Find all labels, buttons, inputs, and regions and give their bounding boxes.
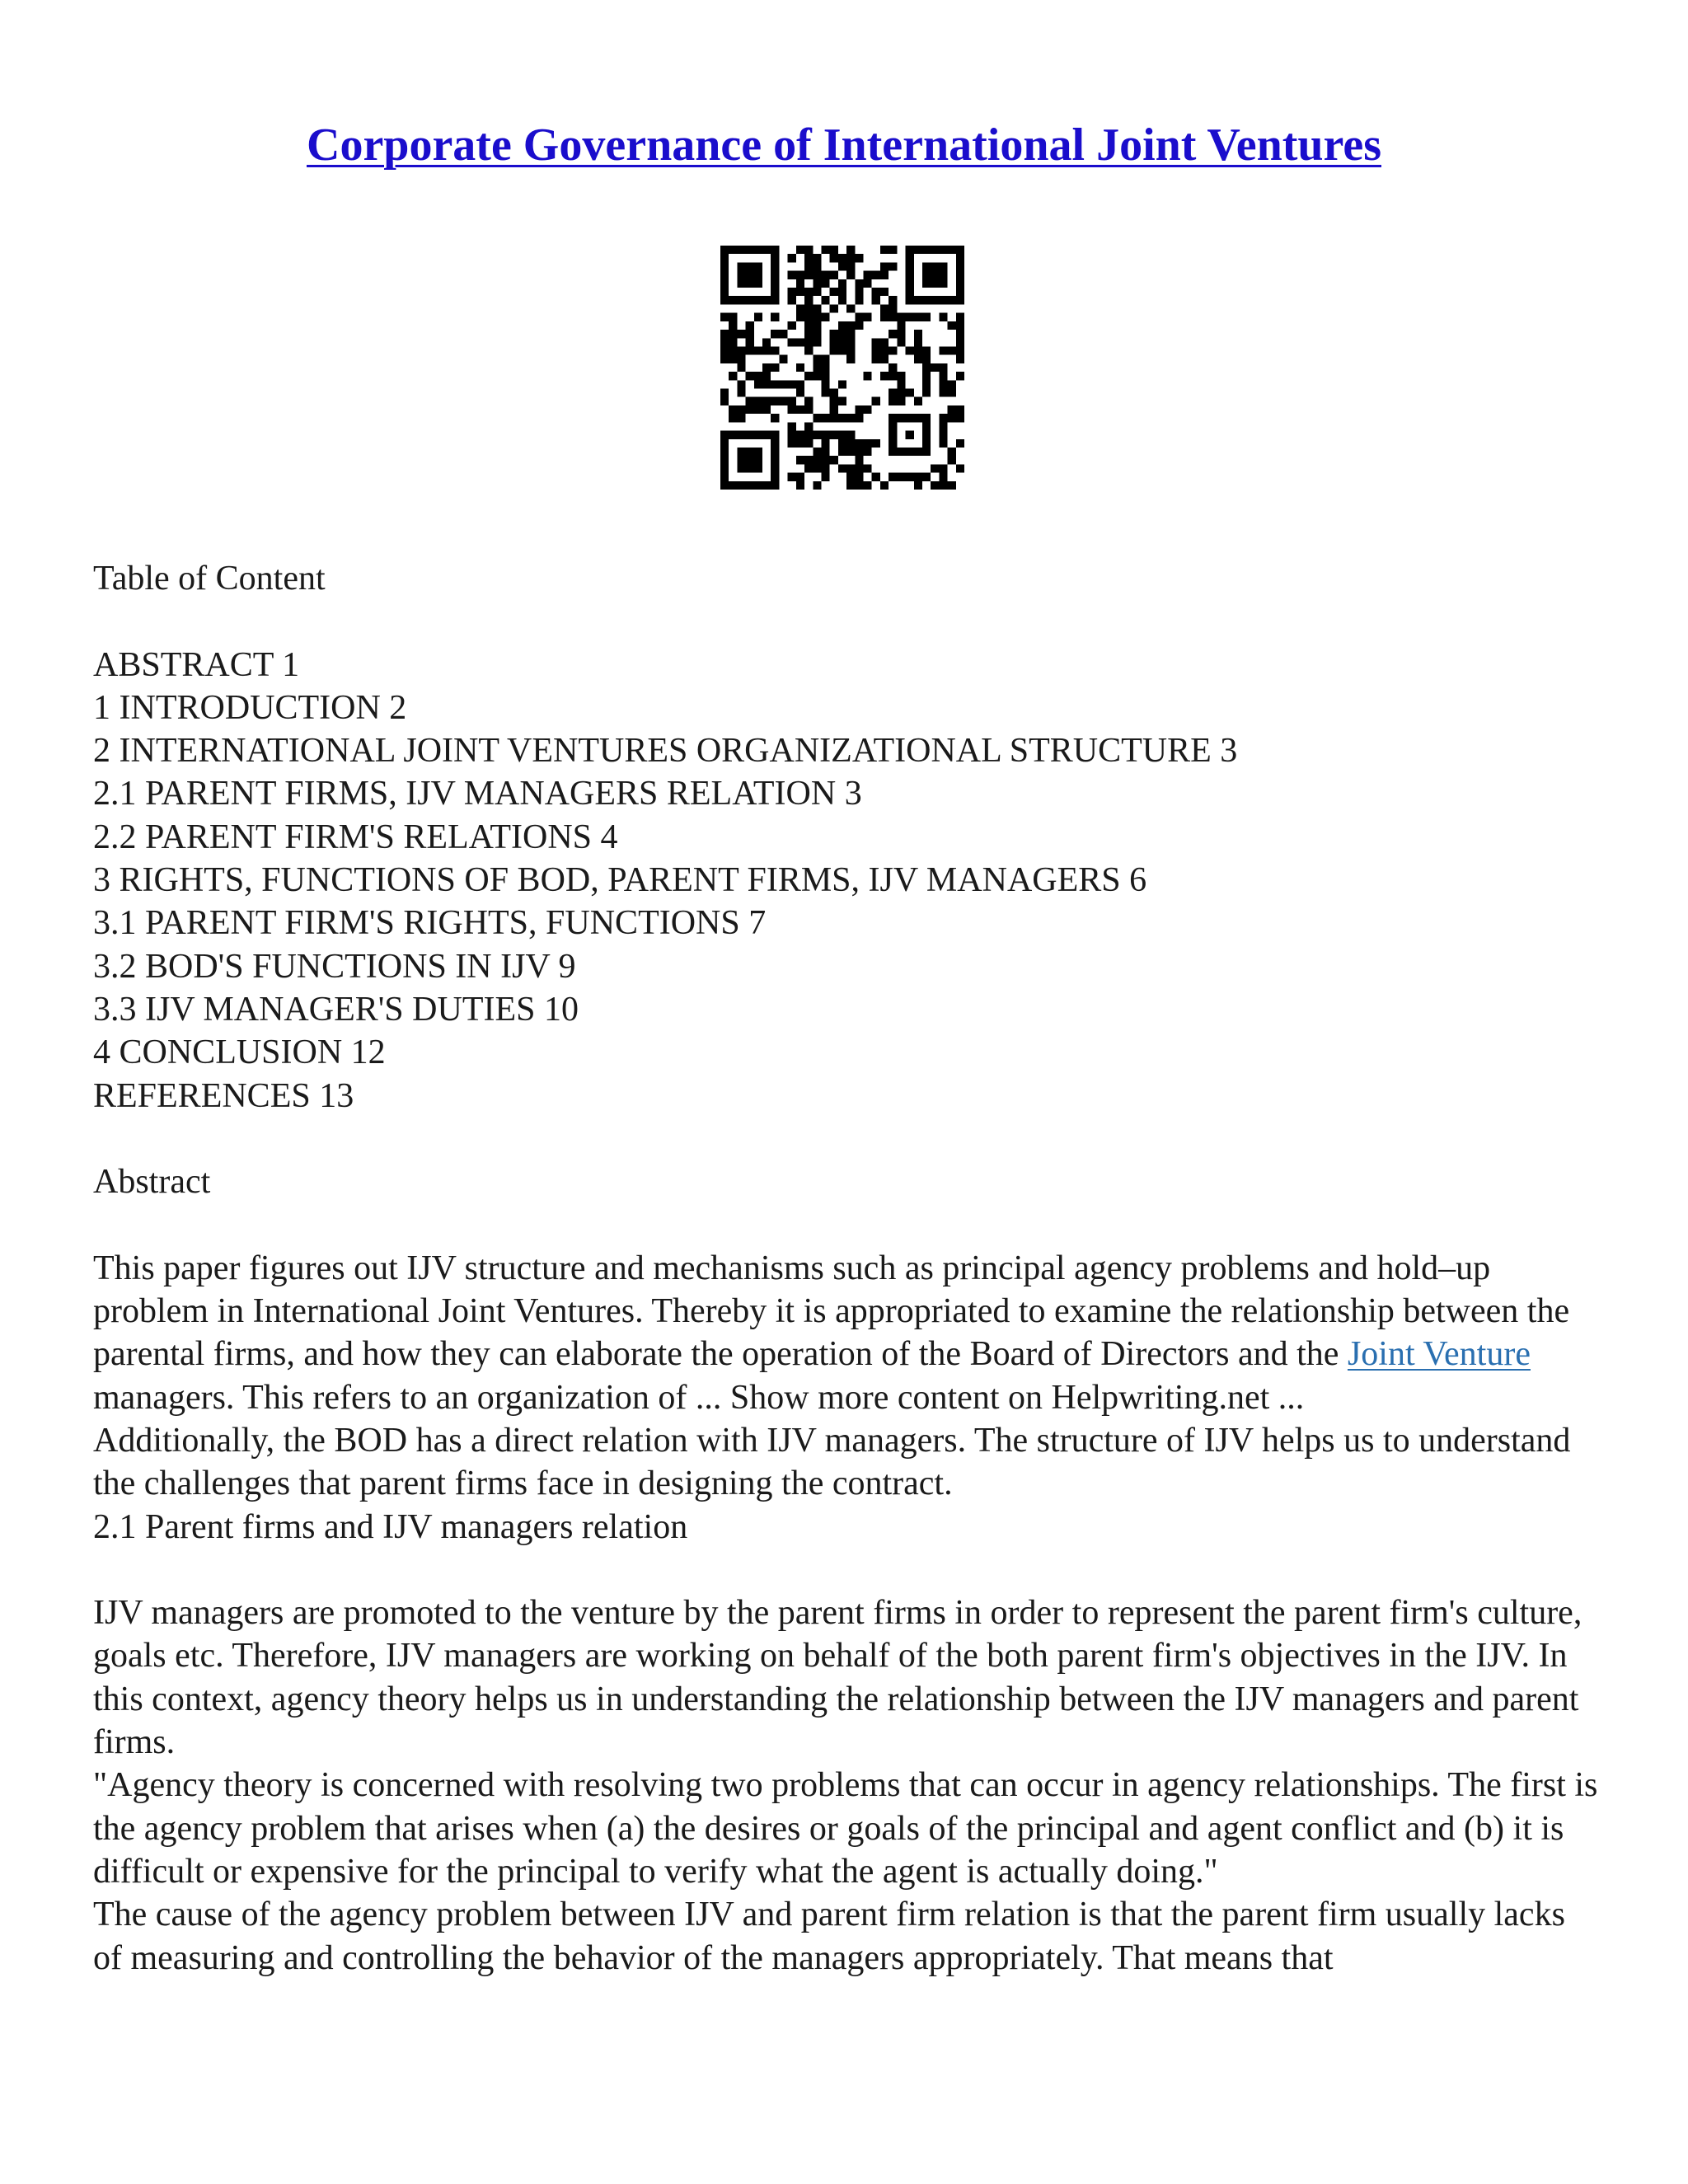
toc-list (93, 644, 1601, 1118)
toc-item: 2.1 PARENT FIRMS, IJV MANAGERS RELATION 3 (93, 775, 862, 813)
ijv-managers-paragraph: IJV managers are promoted to the venture by the parent firms in order to represent the parent firm's culture, goals etc. Therefore, IJV managers are working on behalf of the both parent firm's objectives in the IJV. In this context, agency theory helps us in understanding the relationship between the IJV managers and parent firms. (93, 1594, 1582, 1762)
toc-item: 2.2 PARENT FIRM'S RELATIONS 4 (93, 818, 618, 856)
toc-item: 3.3 IJV MANAGER'S DUTIES 10 (93, 990, 579, 1029)
document-title-link[interactable]: Corporate Governance of International Joint Ventures (307, 120, 1381, 171)
agency-problem-paragraph: The cause of the agency problem between IJV and parent firm relation is that the parent firm usually lacks of measuring and controlling the behavior of the managers appropriately. That means that (93, 1896, 1565, 1977)
joint-venture-link[interactable]: Joint Venture (1347, 1335, 1531, 1374)
agency-theory-quote: "Agency theory is concerned with resolving two problems that can occur in agency relationships. The first is the agency problem that arises when (a) the desires or goals of the principal and agent conflict and (b) it is difficult or expensive for the principal to verify what the agent is actually doing." (93, 1766, 1598, 1891)
document-title (0, 115, 1688, 175)
section-heading: 2.1 Parent firms and IJV managers relation (93, 1507, 688, 1546)
toc-item: 1 INTRODUCTION 2 (93, 688, 407, 727)
abstract-heading: Abstract (93, 1163, 211, 1202)
abstract-paragraph (93, 1247, 1601, 1419)
toc-item: ABSTRACT 1 (93, 645, 300, 684)
toc-item: 3.1 PARENT FIRM'S RIGHTS, FUNCTIONS 7 (93, 904, 767, 943)
toc-item: 2 INTERNATIONAL JOINT VENTURES ORGANIZATIONAL STRUCTURE 3 (93, 732, 1238, 771)
toc-item: REFERENCES 13 (93, 1076, 354, 1115)
abstract-text-start: This paper figures out IJV structure and mechanisms such as principal agency problems and hold–up problem in International Joint Ventures. Thereby it is appropriated to examine the relationship between the parental firms, and how they can elaborate the operation of the Board of Directors and the (93, 1249, 1570, 1374)
abstract-text-end: managers. This refers to an organization of ... Show more content on Helpwriting.net ... (93, 1378, 1305, 1417)
qr-code-image (720, 246, 964, 490)
toc-heading: Table of Content (93, 560, 326, 598)
bod-paragraph: Additionally, the BOD has a direct relation with IJV managers. The structure of IJV helps us to understand the challenges that parent firms face in designing the contract. (93, 1421, 1571, 1503)
toc-item: 3.2 BOD'S FUNCTIONS IN IJV 9 (93, 947, 576, 986)
toc-item: 4 CONCLUSION 12 (93, 1033, 386, 1072)
toc-item: 3 RIGHTS, FUNCTIONS OF BOD, PARENT FIRMS, IJV MANAGERS 6 (93, 861, 1147, 900)
document-body (93, 557, 1601, 1980)
